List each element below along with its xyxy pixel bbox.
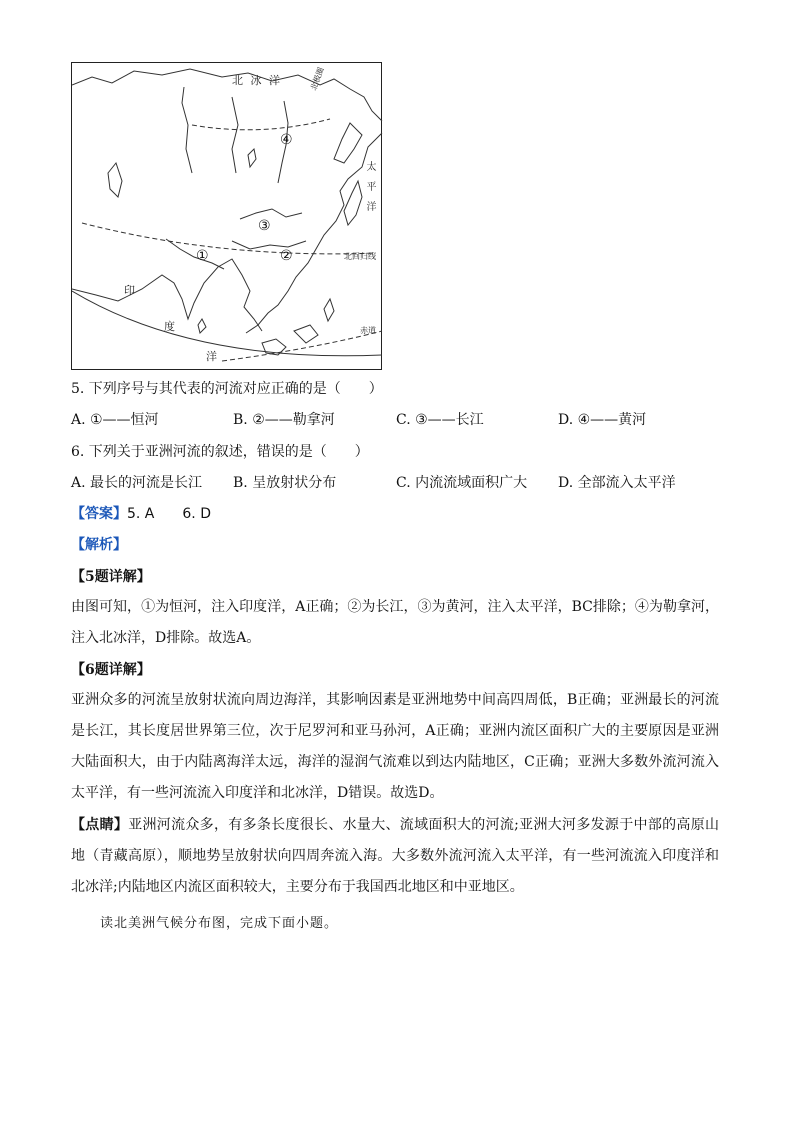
label-indian-ocean-2: 度 [164, 320, 175, 333]
tip-label: 【点睛】 [71, 817, 129, 833]
q6-option-c: C. 内流流域面积广大 [396, 475, 528, 491]
detail5-text: 由图可知，①为恒河，注入印度洋，A正确；②为长江，③为黄河，注入太平洋，BC排除；④为勒拿河，注入北冰洋，D排除。故选A。 [71, 599, 719, 646]
river-ob [182, 87, 192, 173]
tip-paragraph [71, 810, 719, 903]
q5-option-a: A. ①——恒河 [71, 412, 159, 428]
tip-text: 亚洲河流众多，有多条长度很长、水量大、流域面积大的河流;亚洲大河多发源于中部的高原山地（青藏高原），顺地势呈放射状向四周奔流入海。大多数外流河流入太平洋，有一些河流流入印度洋和北冰洋;内陆地区内流区面积较大，主要分布于我国西北地区和中亚地区。 [71, 817, 720, 895]
river-yellow [240, 209, 302, 219]
detail5-label: 【5题详解】 [71, 569, 151, 585]
q5-option-b: B. ②——勒拿河 [233, 412, 335, 428]
marker-2: ② [280, 248, 293, 264]
asia-rivers-map [71, 62, 382, 370]
label-arctic-circle: 北极圈 [309, 66, 326, 92]
japan [344, 181, 362, 225]
q6-option-d: D. 全部流入太平洋 [558, 475, 676, 491]
river-yenisei [232, 97, 238, 173]
lake-baikal [248, 149, 256, 167]
coastline [72, 69, 382, 121]
answer-label: 【答案】 [71, 506, 127, 522]
islands [262, 299, 334, 355]
q6-option-b: B. 呈放射状分布 [233, 475, 337, 491]
q6-stem: 6. 下列关于亚洲河流的叙述，错误的是（ ） [71, 444, 369, 460]
river-ganges [166, 239, 224, 269]
tropic-of-cancer-line [82, 223, 376, 254]
label-arctic-ocean: 北 冰 洋 [232, 74, 282, 87]
analysis-label: 【解析】 [71, 537, 127, 553]
kamchatka [334, 123, 362, 163]
next-section-intro: 读北美洲气候分布图，完成下面小题。 [100, 916, 339, 931]
caspian [108, 163, 122, 197]
equator-line [222, 331, 382, 361]
analysis-line [71, 536, 127, 554]
map-drawing [72, 63, 383, 371]
label-indian-ocean-1: 印 [124, 284, 135, 297]
answer-value: 5. A 6. D [127, 506, 211, 522]
answer-line [71, 505, 211, 523]
detail6-text: 亚洲众多的河流呈放射状流向周边海洋，其影响因素是亚洲地势中间高四周低，B正确；亚洲最长的河流是长江，其长度居世界第三位，次于尼罗河和亚马孙河，A正确；亚洲内流区面积广大的主要原因是亚洲大陆面积大，由于内陆离海洋太远，海洋的湿润气流难以到达内陆地区，C正确；亚洲大多数外流河流入太平洋，有一些河流流入印度洋和北冰洋，D错误。故选D。 [71, 692, 719, 801]
arctic-circle-line [192, 119, 330, 130]
river-yangtze [232, 241, 306, 249]
marker-4: ④ [280, 132, 293, 148]
label-tropic-of-cancer: 北回归线 [344, 252, 376, 261]
marker-1: ① [196, 248, 209, 264]
label-indian-ocean-3: 洋 [206, 350, 217, 363]
marker-3: ③ [258, 218, 271, 234]
sri-lanka [198, 319, 206, 333]
label-equator: 赤道 [360, 326, 376, 335]
q6-option-a: A. 最长的河流是长江 [71, 475, 203, 491]
q5-option-d: D. ④——黄河 [558, 412, 647, 428]
q5-option-c: C. ③——长江 [396, 412, 484, 428]
detail6-label: 【6题详解】 [71, 662, 151, 678]
label-pacific-ocean: 太平洋 [364, 161, 375, 221]
q5-stem: 5. 下列序号与其代表的河流对应正确的是（ ） [71, 381, 383, 397]
